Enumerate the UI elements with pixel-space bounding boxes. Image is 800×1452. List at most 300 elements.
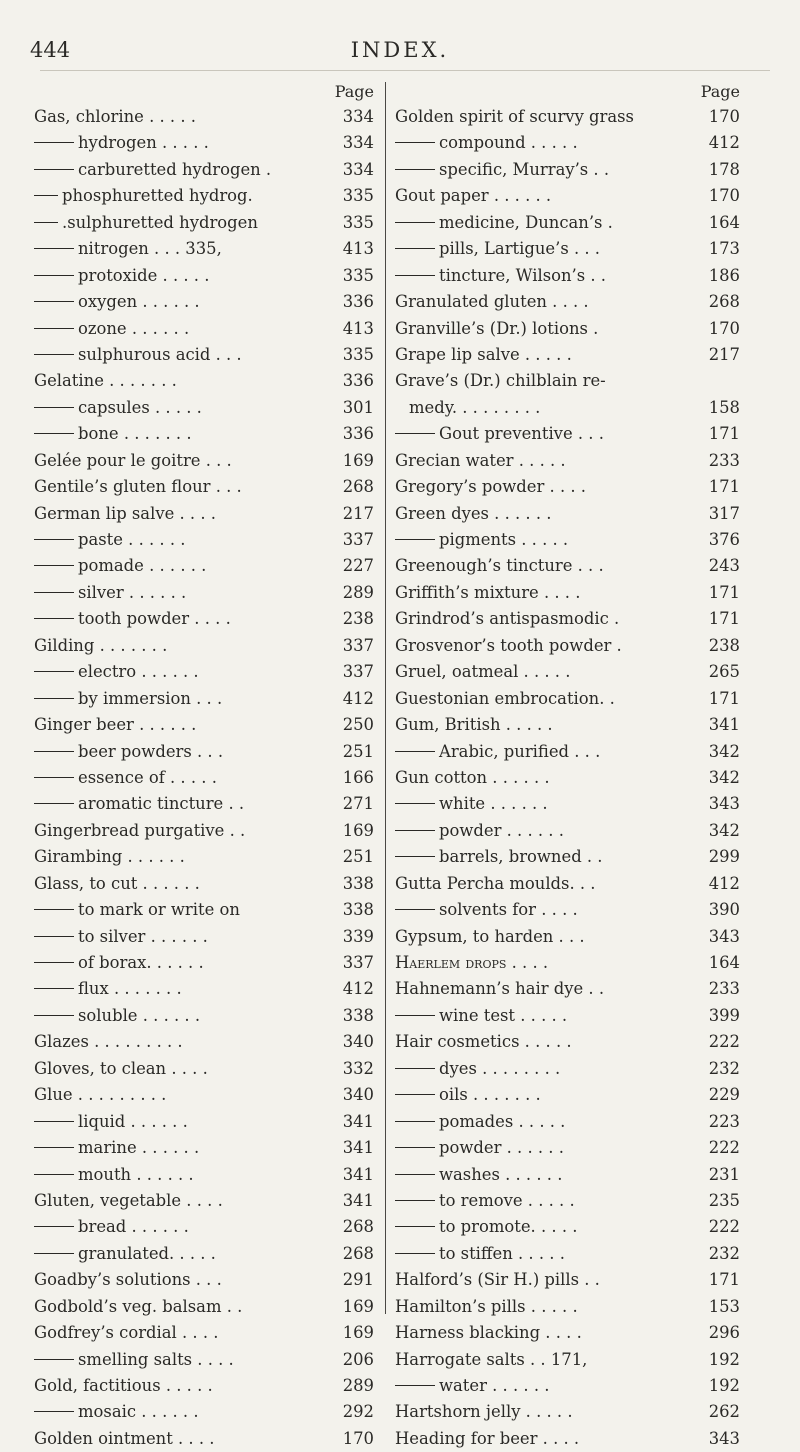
entry-page: 268 — [342, 477, 374, 497]
index-entry — [34, 263, 374, 289]
index-entry — [34, 976, 374, 1002]
entry-page: 170 — [708, 318, 740, 338]
entry-text: Godfrey’s cordial . . . . — [34, 1323, 219, 1343]
entry-text: Griffith’s mixture . . . . — [395, 582, 581, 602]
repeat-dash — [34, 1147, 74, 1148]
index-entry — [395, 1373, 740, 1399]
index-entry — [34, 950, 374, 976]
entry-page: 291 — [342, 1270, 374, 1290]
entry-text: .sulphuretted hydrogen — [62, 212, 258, 232]
left-column-heading: Page — [334, 82, 374, 101]
entry-text: Godbold’s veg. balsam . . — [34, 1296, 243, 1316]
repeat-dash — [395, 803, 435, 804]
entry-text: solvents for . . . . — [439, 900, 578, 920]
index-entry — [34, 316, 374, 342]
entry-text: Granulated gluten . . . . — [395, 292, 589, 312]
repeat-dash — [395, 1200, 435, 1201]
entry-page: 166 — [342, 767, 374, 787]
repeat-dash — [34, 698, 74, 699]
entry-text: to remove . . . . . — [439, 1190, 575, 1210]
index-entry — [34, 527, 374, 553]
index-entry — [395, 210, 740, 236]
repeat-dash — [34, 909, 74, 910]
entry-page: 337 — [342, 635, 374, 655]
entry-text: marine . . . . . . — [78, 1138, 200, 1158]
entry-text: medy. . . . . . . . . — [409, 397, 541, 417]
entry-text: tooth powder . . . . — [78, 609, 231, 629]
entry-text: tincture, Wilson’s . . — [439, 265, 607, 285]
entry-page: 232 — [708, 1058, 740, 1078]
index-entry — [34, 501, 374, 527]
index-entry — [395, 1029, 740, 1055]
repeat-dash — [34, 751, 74, 752]
index-entry — [34, 659, 374, 685]
page-title: INDEX. — [350, 38, 450, 62]
entry-text: Greenough’s tincture . . . — [395, 556, 604, 576]
index-entry — [34, 765, 374, 791]
entry-text: wine test . . . . . — [439, 1005, 568, 1025]
entry-text: phosphuretted hydrog. — [62, 186, 253, 206]
entry-page: 334 — [342, 107, 374, 126]
entry-page: 171 — [708, 477, 740, 497]
entry-text: Grecian water . . . . . — [395, 450, 566, 470]
page-header — [0, 0, 800, 70]
entry-page: 178 — [708, 159, 740, 179]
entry-text: nitrogen . . . 335, — [78, 239, 222, 259]
index-entry — [395, 739, 740, 765]
index-entry — [395, 633, 740, 659]
entry-text: to mark or write on — [78, 900, 240, 920]
entry-page: 292 — [342, 1402, 374, 1422]
index-entry — [34, 871, 374, 897]
index-entry — [395, 712, 740, 738]
entry-text: liquid . . . . . . — [78, 1111, 188, 1131]
entry-page: 335 — [342, 344, 374, 364]
entry-page: 231 — [708, 1164, 740, 1184]
repeat-dash — [395, 222, 435, 223]
repeat-dash — [395, 856, 435, 857]
index-entry — [34, 421, 374, 447]
entry-page: 268 — [342, 1243, 374, 1263]
entry-page: 271 — [342, 794, 374, 814]
repeat-dash — [395, 169, 435, 170]
repeat-dash — [395, 1253, 435, 1254]
index-entry — [395, 580, 740, 606]
repeat-dash — [34, 301, 74, 302]
index-entry — [34, 1135, 374, 1161]
entry-page: 170 — [342, 1428, 374, 1448]
index-entry — [34, 897, 374, 923]
repeat-dash — [34, 222, 58, 223]
index-entry — [395, 1267, 740, 1293]
entry-page: 412 — [342, 688, 374, 708]
repeat-dash — [34, 195, 58, 196]
index-entry — [395, 1320, 740, 1346]
entry-page: 243 — [708, 556, 740, 576]
entry-text: Grosvenor’s tooth powder . — [395, 635, 622, 655]
entry-page: 164 — [708, 953, 740, 972]
index-entry — [34, 1082, 374, 1108]
entry-page: 192 — [708, 1376, 740, 1395]
index-entry — [395, 1426, 740, 1452]
index-entry — [395, 765, 740, 791]
index-entry — [34, 1320, 374, 1346]
index-entry — [34, 395, 374, 421]
entry-text: Gum, British . . . . . — [395, 715, 553, 735]
entry-text: dyes . . . . . . . . — [439, 1058, 561, 1078]
repeat-dash — [395, 275, 435, 276]
repeat-dash — [395, 433, 435, 434]
entry-text: Golden ointment . . . . — [34, 1428, 215, 1448]
index-entry — [395, 316, 740, 342]
left-entry-list — [34, 104, 374, 1452]
entry-page: 251 — [342, 847, 374, 867]
entry-page: 206 — [342, 1349, 374, 1369]
entry-page: 233 — [708, 979, 740, 999]
index-entry — [34, 791, 374, 817]
entry-page: 192 — [708, 1349, 740, 1369]
entry-page: 317 — [708, 503, 740, 523]
entry-page: 296 — [708, 1323, 740, 1343]
index-entry — [34, 157, 374, 183]
repeat-dash — [34, 433, 74, 434]
entry-text: Glazes . . . . . . . . . — [34, 1032, 183, 1052]
entry-page: 399 — [708, 1005, 740, 1025]
entry-page: 412 — [708, 873, 740, 893]
index-entry — [34, 342, 374, 368]
entry-page: 235 — [708, 1190, 740, 1210]
index-entry — [395, 342, 740, 368]
entry-text: mouth . . . . . . — [78, 1164, 194, 1184]
repeat-dash — [34, 539, 74, 540]
repeat-dash — [34, 1411, 74, 1412]
entry-page: 335 — [342, 212, 374, 232]
entry-text: bread . . . . . . — [78, 1217, 189, 1237]
index-entry — [34, 104, 374, 130]
entry-text: pills, Lartigue’s . . . — [439, 239, 601, 259]
entry-page: 232 — [708, 1243, 740, 1263]
entry-text: barrels, browned . . — [439, 847, 603, 867]
entry-text: silver . . . . . . — [78, 582, 187, 602]
entry-page: 413 — [342, 239, 374, 259]
repeat-dash — [34, 169, 74, 170]
repeat-dash — [34, 671, 74, 672]
entry-page: 223 — [708, 1111, 740, 1131]
repeat-dash — [34, 1015, 74, 1016]
index-entry — [34, 1241, 374, 1267]
repeat-dash — [34, 592, 74, 593]
repeat-dash — [34, 248, 74, 249]
repeat-dash — [34, 618, 74, 619]
repeat-dash — [34, 988, 74, 989]
entry-page: 169 — [342, 1323, 374, 1343]
index-entry — [395, 236, 740, 262]
entry-text: ozone . . . . . . — [78, 318, 190, 338]
entry-text: Goadby’s solutions . . . — [34, 1270, 222, 1290]
index-entry — [395, 395, 740, 421]
repeat-dash — [395, 1094, 435, 1095]
repeat-dash — [395, 830, 435, 831]
entry-page: 158 — [708, 397, 740, 417]
entry-page: 171 — [708, 424, 740, 444]
repeat-dash — [34, 803, 74, 804]
entry-page: 301 — [342, 397, 374, 417]
entry-page: 289 — [342, 1376, 374, 1395]
entry-text: Hahnemann’s hair dye . . — [395, 979, 605, 999]
entry-text: paste . . . . . . — [78, 530, 186, 549]
entry-page: 171 — [708, 609, 740, 629]
entry-text: Grape lip salve . . . . . — [395, 344, 572, 364]
repeat-dash — [34, 1253, 74, 1254]
entry-text: bone . . . . . . . — [78, 424, 192, 444]
entry-text: Gentile’s gluten flour . . . — [34, 477, 242, 497]
repeat-dash — [34, 407, 74, 408]
entry-text: Gelatine . . . . . . . — [34, 371, 177, 391]
entry-text: Gutta Percha moulds. . . — [395, 873, 596, 893]
repeat-dash — [395, 1068, 435, 1069]
index-entry — [34, 236, 374, 262]
entry-text: Hair cosmetics . . . . . — [395, 1032, 572, 1052]
entry-page: 341 — [342, 1164, 374, 1184]
index-entry — [34, 1373, 374, 1399]
index-entry — [34, 1188, 374, 1214]
entry-text: sulphurous acid . . . — [78, 344, 242, 364]
repeat-dash — [34, 962, 74, 963]
index-entry — [34, 210, 374, 236]
entry-text: Grave’s (Dr.) chilblain re- — [395, 371, 606, 391]
entry-text: Granville’s (Dr.) lotions . — [395, 318, 599, 338]
entry-text: flux . . . . . . . — [78, 979, 182, 999]
entry-text: pomades . . . . . — [439, 1111, 566, 1131]
entry-page: 222 — [708, 1217, 740, 1237]
entry-page: 217 — [708, 344, 740, 364]
entry-text: Gregory’s powder . . . . — [395, 477, 587, 497]
entry-text: Heading for beer . . . . — [395, 1428, 580, 1448]
entry-page: 390 — [708, 900, 740, 920]
entry-text: powder . . . . . . — [439, 1138, 564, 1158]
entry-page: 222 — [708, 1138, 740, 1158]
entry-page: 169 — [342, 450, 374, 470]
entry-text: Girambing . . . . . . — [34, 847, 185, 867]
index-entry — [395, 263, 740, 289]
index-entry — [395, 686, 740, 712]
entry-page: 342 — [708, 741, 740, 761]
index-entry — [395, 1241, 740, 1267]
repeat-dash — [34, 1226, 74, 1227]
repeat-dash — [34, 142, 74, 143]
column-divider — [385, 82, 386, 1314]
entry-text: Haerlem drops . . . . — [395, 953, 549, 972]
index-entry — [34, 183, 374, 209]
entry-text: Golden spirit of scurvy grass — [395, 107, 634, 126]
entry-page: 337 — [342, 953, 374, 972]
page-number: 444 — [30, 38, 71, 62]
entry-page: 171 — [708, 688, 740, 708]
entry-page: 340 — [342, 1032, 374, 1052]
index-entry — [34, 1399, 374, 1425]
entry-text: hydrogen . . . . . — [78, 133, 209, 153]
index-entry — [34, 130, 374, 156]
entry-text: Hartshorn jelly . . . . . — [395, 1402, 573, 1422]
entry-page: 342 — [708, 767, 740, 787]
entry-page: 233 — [708, 450, 740, 470]
entry-page: 412 — [342, 979, 374, 999]
entry-page: 338 — [342, 900, 374, 920]
index-entry — [395, 448, 740, 474]
entry-text: protoxide . . . . . — [78, 265, 210, 285]
index-entry — [34, 448, 374, 474]
index-entry — [395, 818, 740, 844]
index-entry — [34, 712, 374, 738]
entry-text: beer powders . . . — [78, 741, 224, 761]
entry-page: 343 — [708, 1428, 740, 1448]
entry-text: pomade . . . . . . — [78, 556, 207, 576]
index-entry — [34, 686, 374, 712]
entry-page: 169 — [342, 1296, 374, 1316]
entry-page: 334 — [342, 159, 374, 179]
entry-text: Gun cotton . . . . . . — [395, 767, 550, 787]
entry-text: Gelée pour le goitre . . . — [34, 450, 232, 470]
entry-text: carburetted hydrogen . — [78, 159, 272, 179]
entry-text: Gilding . . . . . . . — [34, 635, 168, 655]
entry-text: medicine, Duncan’s . — [439, 212, 613, 232]
index-entry — [395, 659, 740, 685]
entry-text: mosaic . . . . . . — [78, 1402, 199, 1422]
index-entry — [34, 633, 374, 659]
entry-page: 171 — [708, 1270, 740, 1290]
entry-text: by immersion . . . — [78, 688, 223, 708]
left-column — [34, 80, 374, 1452]
entry-page: 337 — [342, 662, 374, 682]
entry-text: specific, Murray’s . . — [439, 159, 610, 179]
index-entry — [395, 950, 740, 976]
index-entry — [395, 368, 740, 394]
index-entry — [395, 1399, 740, 1425]
index-entry — [34, 1267, 374, 1293]
entry-page: 268 — [708, 292, 740, 312]
entry-page: 343 — [708, 794, 740, 814]
entry-page: 336 — [342, 371, 374, 391]
repeat-dash — [395, 248, 435, 249]
entry-text: powder . . . . . . — [439, 820, 564, 840]
index-entry — [395, 130, 740, 156]
index-entry — [395, 553, 740, 579]
index-entry — [34, 606, 374, 632]
repeat-dash — [395, 539, 435, 540]
index-entry — [395, 1082, 740, 1108]
index-entry — [395, 1162, 740, 1188]
entry-page: 341 — [342, 1111, 374, 1131]
index-entry — [395, 157, 740, 183]
index-entry — [34, 1426, 374, 1452]
index-entry — [395, 421, 740, 447]
repeat-dash — [34, 354, 74, 355]
entry-page: 164 — [708, 212, 740, 232]
entry-text: Gingerbread purgative . . — [34, 820, 246, 840]
entry-text: washes . . . . . . — [439, 1164, 563, 1184]
index-entry — [395, 183, 740, 209]
entry-text: Gas, chlorine . . . . . — [34, 107, 196, 126]
repeat-dash — [34, 777, 74, 778]
entry-text: Glue . . . . . . . . . — [34, 1085, 167, 1105]
index-entry — [395, 1003, 740, 1029]
index-entry — [34, 289, 374, 315]
index-entry — [395, 104, 740, 130]
index-entry — [395, 1294, 740, 1320]
entry-text: aromatic tincture . . — [78, 794, 245, 814]
repeat-dash — [395, 1015, 435, 1016]
entry-text: water . . . . . . — [439, 1376, 550, 1395]
entry-text: Grindrod’s antispasmodic . — [395, 609, 620, 629]
entry-text: Gout preventive . . . — [439, 424, 604, 444]
entry-page: 238 — [342, 609, 374, 629]
entry-text: Guestonian embrocation. . — [395, 688, 615, 708]
index-entry — [34, 1029, 374, 1055]
repeat-dash — [34, 936, 74, 937]
index-entry — [34, 553, 374, 579]
entry-text: to stiffen . . . . . — [439, 1243, 565, 1263]
repeat-dash — [395, 1174, 435, 1175]
entry-text: German lip salve . . . . — [34, 503, 216, 523]
entry-page: 238 — [708, 635, 740, 655]
entry-text: compound . . . . . — [439, 133, 578, 153]
entry-text: Gout paper . . . . . . — [395, 186, 552, 206]
entry-page: 341 — [708, 715, 740, 735]
entry-page: 332 — [342, 1058, 374, 1078]
entry-page: 227 — [342, 556, 374, 576]
entry-page: 170 — [708, 186, 740, 206]
index-entry — [395, 289, 740, 315]
index-entry — [395, 791, 740, 817]
entry-text: Glass, to cut . . . . . . — [34, 873, 200, 893]
entry-page: 250 — [342, 715, 374, 735]
entry-text: smelling salts . . . . — [78, 1349, 234, 1369]
entry-page: 265 — [708, 662, 740, 682]
entry-text: oxygen . . . . . . — [78, 292, 200, 312]
entry-page: 217 — [342, 503, 374, 523]
entry-page: 413 — [342, 318, 374, 338]
index-entry — [395, 1214, 740, 1240]
index-entry — [395, 844, 740, 870]
entry-text: soluble . . . . . . — [78, 1005, 201, 1025]
entry-page: 341 — [342, 1190, 374, 1210]
right-entry-list — [395, 104, 740, 1452]
entry-page: 153 — [708, 1296, 740, 1316]
entry-page: 342 — [708, 820, 740, 840]
entry-page: 343 — [708, 926, 740, 946]
repeat-dash — [34, 1121, 74, 1122]
index-entry — [34, 1109, 374, 1135]
index-entry — [395, 897, 740, 923]
index-entry — [395, 871, 740, 897]
entry-text: of borax. . . . . . — [78, 953, 204, 972]
repeat-dash — [34, 565, 74, 566]
entry-text: Gold, factitious . . . . . — [34, 1376, 213, 1395]
index-entry — [34, 474, 374, 500]
entry-page: 169 — [342, 820, 374, 840]
entry-page: 341 — [342, 1138, 374, 1158]
index-entry — [34, 1056, 374, 1082]
index-entry — [34, 1003, 374, 1029]
entry-page: 222 — [708, 1032, 740, 1052]
entry-text: capsules . . . . . — [78, 397, 202, 417]
repeat-dash — [395, 1226, 435, 1227]
entry-page: 338 — [342, 1005, 374, 1025]
index-entry — [395, 606, 740, 632]
entry-text: Gypsum, to harden . . . — [395, 926, 585, 946]
entry-page: 170 — [708, 107, 740, 126]
index-entry — [34, 844, 374, 870]
